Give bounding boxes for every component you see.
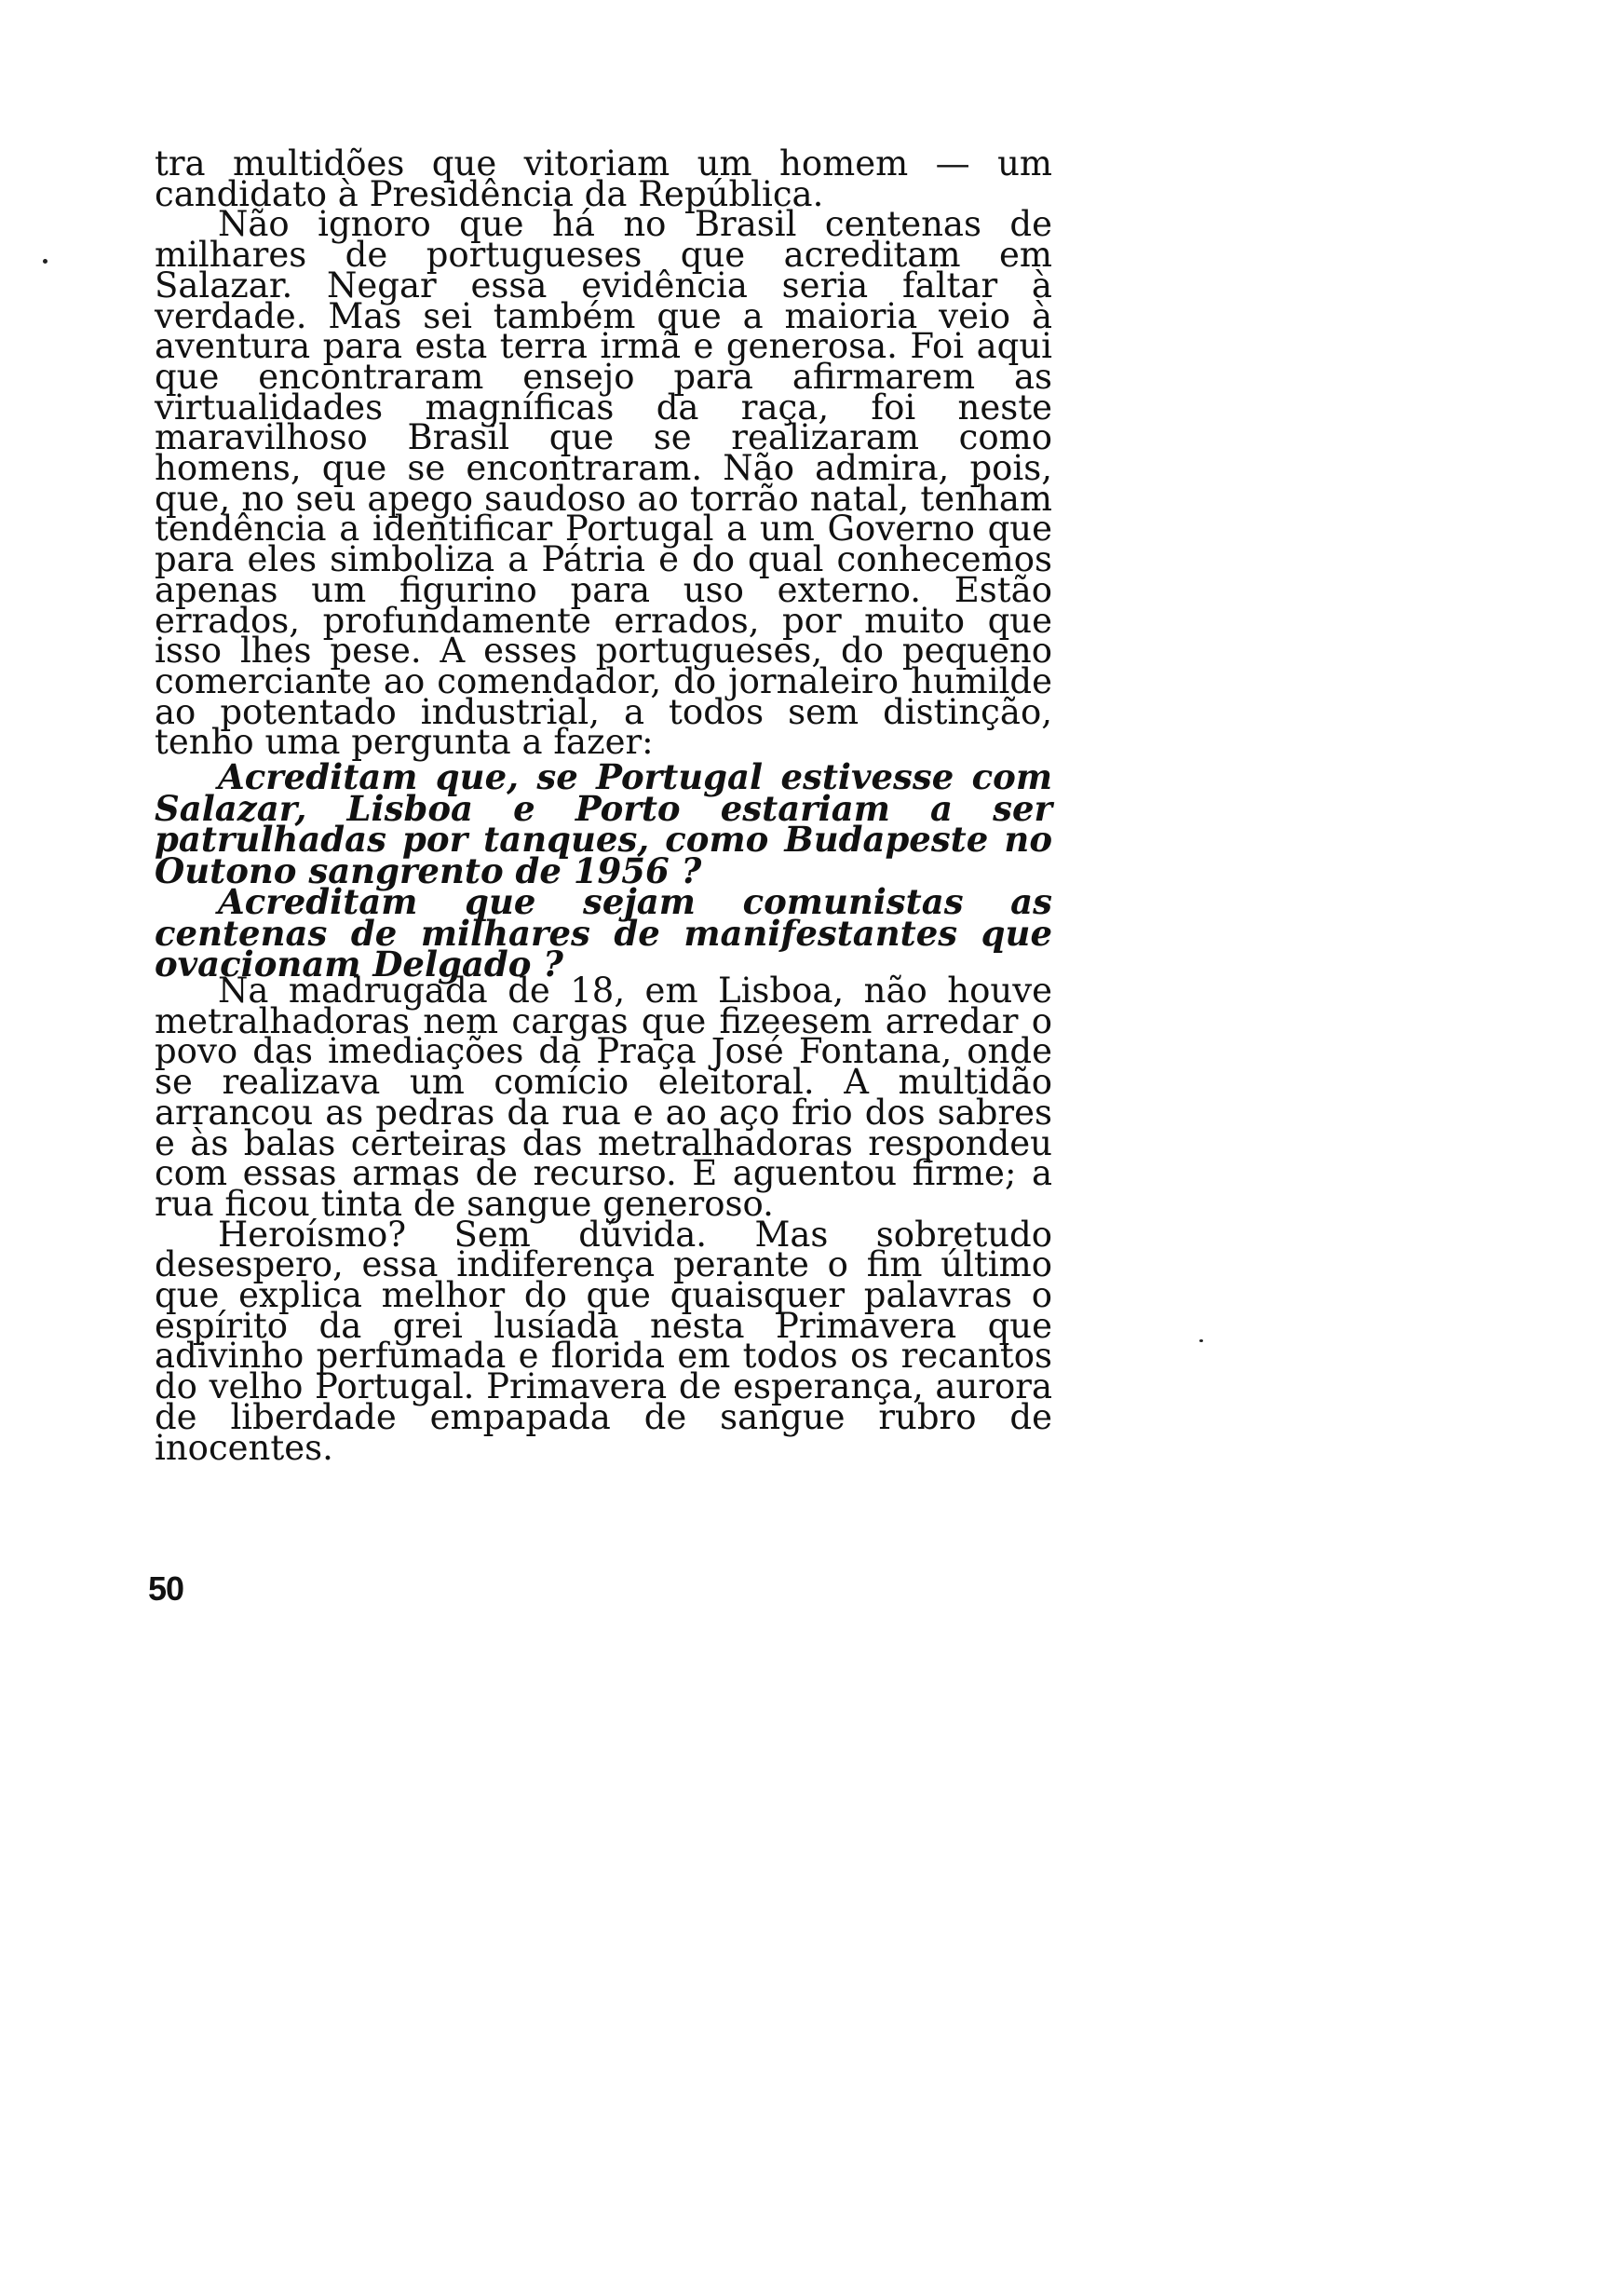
text-block-bottom — [155, 971, 1052, 1468]
paragraph-continuation: tra multidões que vitoriam um homem — um candidato à Presidência da República. — [155, 143, 1052, 214]
question-budapeste: Acreditam que, se Portugal estivesse com Salazar, Lisboa e Porto estariam a ser patrulhadas por tanques, como Budapeste no Outono sangrento de 1956 ? — [155, 756, 1052, 891]
paragraph-heroismo: Heroísmo? Sem dúvida. Mas sobretudo desespero, essa indiferença perante o fim último que explica melhor do que quaisquer palavras o espírito da grei lusíada nesta Primavera que adivinho perfumada e florida em todos os recantos do velho Portugal. Primavera de esperança, aurora de liberdade empapada de sangue rubro de inocentes. — [155, 1214, 1052, 1468]
scan-speck — [1199, 1339, 1203, 1342]
text-block-top — [155, 143, 1052, 763]
question-delgado: Acreditam que sejam comunistas as centenas de milhares de manifestantes que ovacionam Delgado ? — [155, 881, 1052, 985]
paragraph-portugueses: Não ignoro que há no Brasil centenas de milhares de portugueses que acreditam em Salazar. Negar essa evidência seria faltar à verdade. Mas sei também que a maioria veio à aventura para esta terra irmã e generosa. Foi aqui que encontraram ensejo para afirmarem as virtualidades magníficas da raça, foi neste maravilhoso Brasil que se realizaram como homens, que se encontraram. Não admira, pois, que, no seu apego saudoso ao torrão natal, tenham tendência a identificar Portugal a um Governo que para eles simboliza a Pátria e do qual conhecemos apenas um figurino para uso externo. Estão errados, profundamente errados, por muito que isso lhes pese. A esses portugueses, do pequeno comerciante ao comendador, do jornaleiro humilde ao potentado industrial, a todos sem distinção, tenho uma pergunta a fazer: — [155, 204, 1052, 763]
page-number: 50 — [148, 1569, 184, 1608]
scan-speck — [43, 259, 47, 264]
italic-questions — [155, 756, 1052, 985]
paragraph-madrugada: Na madrugada de 18, em Lisboa, não houve metralhadoras nem cargas que fizeesem arredar o povo das imediações da Praça José Fontana, onde se realizava um comício eleitoral. A multidão arrancou as pedras da rua e ao aço frio dos sabres e às balas certeiras das metralhadoras respondeu com essas armas de recurso. E aguentou firme; a rua ficou tinta de sangue generoso. — [155, 971, 1052, 1224]
